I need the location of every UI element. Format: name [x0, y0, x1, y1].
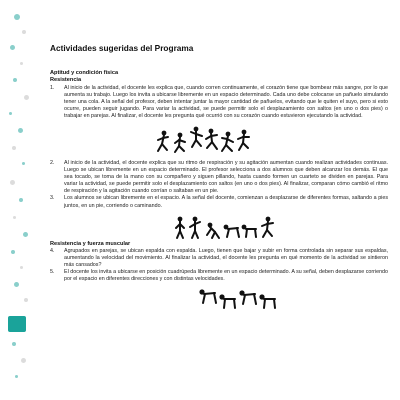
item-number: 4.	[50, 247, 55, 254]
running-figure-icon	[206, 129, 217, 149]
item-text: Los alumnos se ubican libremente en el espacio. A la señal del docente, comienzan a desplazarse de diferentes formas, saltando a pies juntos, en un pie, corriendo o caminando.	[64, 195, 388, 209]
running-figure-icon	[191, 127, 202, 147]
quadruped-figure-icon	[224, 224, 239, 236]
quadruped-figure-icon	[259, 294, 275, 308]
activity-item-3	[50, 195, 388, 209]
quadruped-figure-icon	[242, 224, 256, 236]
running-figure-icon	[175, 133, 185, 152]
item-text: Agrupados en parejas, se ubican espalda con espalda. Luego, tienen que bajar y subir en forma controlada sin separar sus espaldas, aumentando la velocidad del movimiento. Al finalizar la actividad, el docente les pregunta en qué momento de la actividad se sintieron más cansados?	[64, 247, 388, 268]
quadruped-figure-icon	[199, 289, 216, 303]
quadruped-figure-icon	[219, 294, 235, 308]
section-heading-aptitud: Aptitud y condición física	[50, 70, 119, 76]
subheading-resistencia: Resistencia	[50, 77, 82, 83]
page-title: Actividades sugeridas del Programa	[50, 43, 194, 53]
running-figure-icon	[262, 216, 273, 236]
running-figure-icon	[238, 130, 249, 150]
page-marker-square	[8, 316, 26, 332]
item-number: 5.	[50, 268, 55, 275]
running-children-illustration	[50, 125, 388, 157]
item-text: Al inicio de la actividad, el docente explica que su ritmo de respiración y su agitación aumentan cuando realizan actividades continuas. Luego se ubican libremente en un espacio determinado. El profesor selecciona a dos alumnos que deben alcanzar los demás. El que sea tocado, se toma de la mano con su compañero y siguen pillando, hasta cuando formen un cuarteto se dividen en parejas. Para variar la actividad, se puede permitir solo el desplazamiento con saltos (en uno o dos pies). Al finalizar, comparan cómo cambió el ritmo de respiración y la agitación cuando corrían o saltaban en un pie.	[64, 160, 388, 195]
quadruped-children-illustration	[50, 286, 388, 310]
activity-item-2	[50, 160, 388, 195]
item-text: El docente los invita a ubicarse en posición cuadrúpeda libremente en un espacio determinado. A su señal, deben desplazarse corriendo por el espacio en diferentes direcciones y con distintas velocidades.	[64, 268, 388, 282]
item-number: 3.	[50, 195, 55, 202]
section-heading-fuerza: Resistencia y fuerza muscular	[50, 240, 131, 247]
crouching-figure-icon	[207, 222, 219, 237]
quadruped-figure-icon	[239, 290, 256, 304]
standing-figure-icon	[176, 216, 184, 237]
exercise-poses-illustration	[50, 215, 388, 240]
decorative-dot-strip	[0, 0, 38, 400]
activity-item-1	[50, 85, 388, 120]
activity-item-5	[50, 269, 388, 283]
standing-figure-icon	[190, 216, 200, 237]
item-text: Al inicio de la actividad, el docente les explica que, cuando corren continuamente, el corazón tiene que bombear más sangre, por lo que aumenta su trabajo. Luego los invita a ubicarse libremente en un espacio determinado. Cada uno debe colocarse un pañuelo simulando tener una cola. A la señal del profesor, deben intentar juntar la mayor cantidad de pañuelos, evitando que le quiten el suyo, pero si esto ocurre, pueden seguir jugando. Para variar la actividad, se puede permitir solo el desplazamiento con saltos (en uno o dos pies) o trabajar en parejas. Al finalizar, el docente les pregunta qué ocurrió con su corazón cuando estuvieron ejecutando la actividad.	[64, 85, 388, 120]
running-figure-icon	[158, 131, 168, 151]
item-number: 2.	[50, 160, 55, 167]
document-content	[50, 43, 388, 310]
item-number: 1.	[50, 85, 55, 91]
activity-item-4	[50, 248, 388, 269]
running-figure-icon	[222, 132, 233, 151]
